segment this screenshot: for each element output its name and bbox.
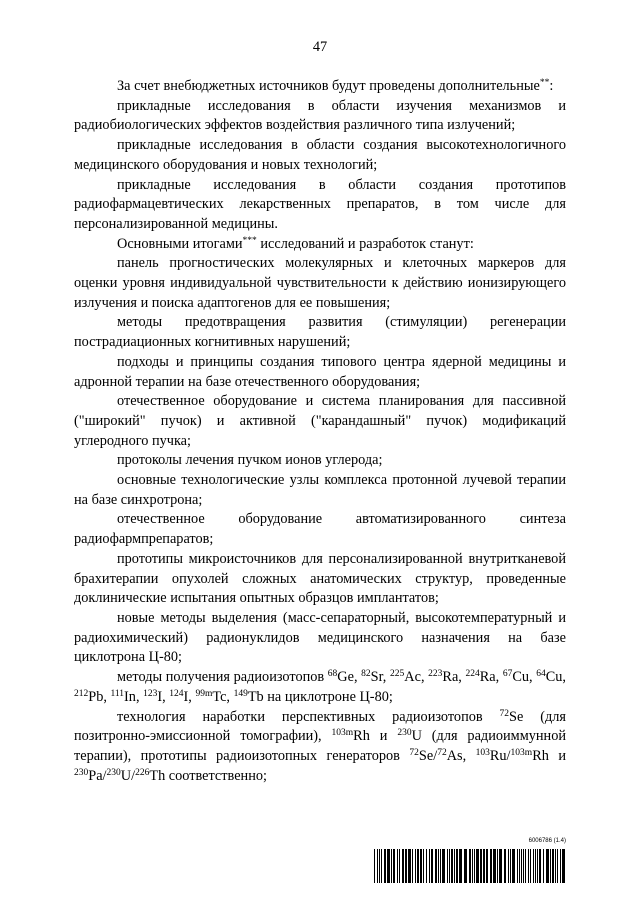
text-run: Ge, [337,669,362,686]
superscript: 225 [390,669,405,680]
text-run: новые методы выделения (масс-сепараторный, высокотемпературный и радиохимический) радионуклидов медицинского назначения на базе циклотрона Ц-80; [74,609,566,666]
text-run: Sr, [370,669,391,686]
text-run: панель прогностических молекулярных и клеточных маркеров для оценки уровня индивидуальной чувствительности к действию ионизирующего излучения и поиска адаптогенов для ее повышения; [74,255,566,311]
text-run: Основными итогами [117,235,243,252]
superscript: 226 [135,767,150,778]
paragraph [74,510,566,549]
text-run: I, [183,688,196,705]
superscript: 111 [110,688,125,699]
text-run: Rh и [353,728,398,745]
superscript: 67 [502,669,513,680]
text-run: Pa/ [88,767,107,784]
text-run: технология наработки перспективных радиоизотопов [117,708,500,725]
text-run: In, [124,688,144,705]
paragraph [74,708,566,787]
text-run: Ac, [404,669,429,686]
superscript: 68 [327,669,338,680]
text-run: Tc, [212,688,234,705]
barcode-image [374,849,566,883]
paragraph [74,176,566,235]
text-run: подходы и принципы создания типового центра ядерной медицины и адронной терапии на базе отечественного оборудования; [74,353,566,390]
superscript: 149 [233,688,248,699]
superscript: 123 [143,688,158,699]
document-code: 6006786 (1.4) [528,838,566,844]
page-number: 47 [312,39,328,55]
superscript: *** [242,235,257,246]
text-run: прототипы микроисточников для персонализированной внутритканевой брахитерапии опухолей сложных анатомических структур, проведенные доклинические испытания опытных образцов имплантатов; [74,550,566,607]
superscript: 124 [169,688,184,699]
body-text [74,77,566,786]
superscript: 99m [195,688,213,699]
text-run: отечественное оборудование и система планирования для пассивной ("широкий" пучок) и активной ("карандашный" пучок) модификаций углеродного пучка; [74,393,566,449]
text-run: : [549,78,554,94]
text-run: As, [446,747,476,764]
text-run: исследований и разработок станут: [256,235,474,252]
superscript: 72 [409,747,419,758]
paragraph [74,313,566,352]
text-run: Cu, [545,669,567,686]
superscript: 224 [465,669,480,680]
superscript: 64 [536,669,546,680]
paragraph [74,668,566,707]
text-run: U (для радиоиммунной терапии), прототипы радиоизотопных генераторов [74,728,566,764]
superscript: 230 [397,728,412,739]
superscript: 72 [499,708,510,719]
text-run: Ra, [442,669,466,686]
text-run: Ra, [479,669,503,686]
superscript: 230 [106,767,121,778]
superscript: 72 [437,747,447,758]
paragraph [74,235,566,255]
text-run: Ru/ [489,747,511,764]
superscript: 103 [475,747,490,758]
text-run: Cu, [512,669,537,686]
text-run: U/ [120,767,136,784]
paragraph [74,451,566,471]
text-run: прикладные исследования в области создания высокотехнологичного медицинского оборудования и новых технологий; [74,137,566,173]
paragraph [74,353,566,392]
paragraph [74,254,566,313]
text-run: Tb на циклотроне Ц-80; [247,688,393,705]
text-run: Se (для позитронно-эмиссионной томографии), [74,708,566,745]
text-run: Rh и [532,747,566,764]
superscript: 82 [361,669,371,680]
text-run: методы предотвращения развития (стимуляции) регенерации пострадиационных когнитивных нарушений; [74,314,566,351]
text-run: методы получения радиоизотопов [117,669,328,686]
text-run: прикладные исследования в области создания прототипов радиофармацевтических лекарственных препаратов, в том числе для персонализированной медицины. [74,176,566,232]
text-run: За счет внебюджетных источников будут проведены дополнительные [117,78,540,94]
superscript: 230 [74,767,89,778]
superscript: ** [539,78,550,88]
superscript: 103m [331,728,354,739]
text-run: Th соответственно; [149,767,267,784]
paragraph [74,97,566,136]
paragraph [74,77,566,97]
paragraph [74,471,566,510]
text-run: основные технологические узлы комплекса протонной лучевой терапии на базе синхротрона; [74,472,566,508]
superscript: 223 [428,669,443,680]
text-run: Se/ [418,747,438,764]
paragraph [74,609,566,668]
text-run: протоколы лечения пучком ионов углерода; [117,452,383,469]
superscript: 103m [510,747,533,758]
paragraph [74,550,566,609]
footer [374,838,566,884]
superscript: 212 [74,688,89,699]
text-run: прикладные исследования в области изучения механизмов и радиобиологических эффектов воздействия различного типа излучений; [74,97,566,134]
paragraph [74,136,566,175]
text-run: Pb, [88,688,111,705]
text-run: I, [157,688,170,705]
paragraph [74,392,566,451]
text-run: отечественное оборудование автоматизированного синтеза радиофармпрепаратов; [74,511,566,548]
